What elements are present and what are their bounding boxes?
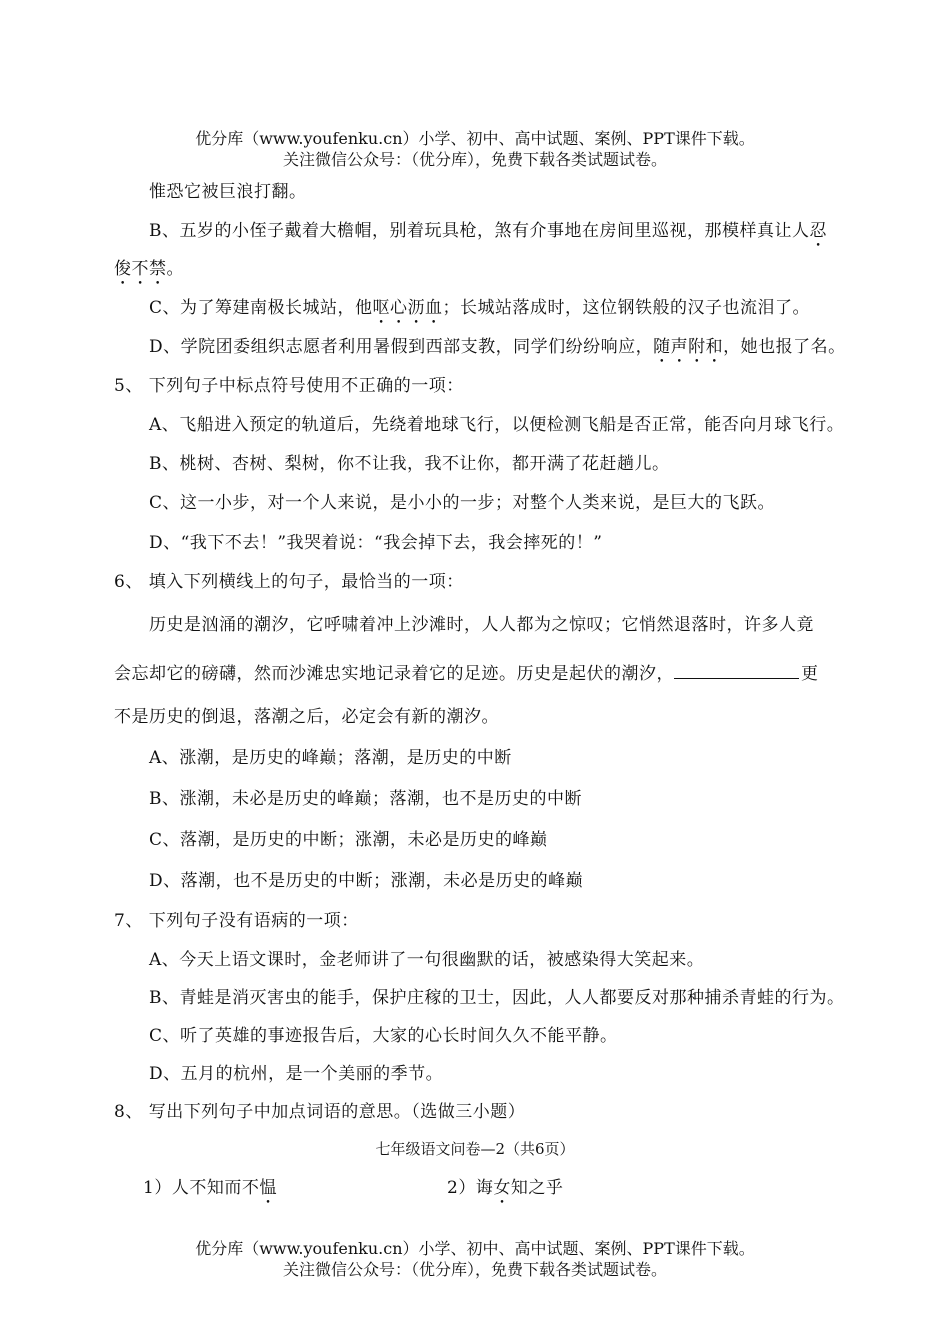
q6-para2-before: 会忘却它的磅礴，然而沙滩忠实地记录着它的足迹。历史是起伏的潮汐， — [114, 664, 674, 684]
q7-option-c: C、听了英雄的事迹报告后，大家的心长时间久久不能平静。 — [149, 1026, 618, 1046]
q4-b-end: 。 — [166, 259, 184, 279]
q4-option-d — [149, 336, 846, 367]
q8-item2-suffix: 知之乎 — [510, 1178, 564, 1198]
header-line-2: 关注微信公众号：（优分库），免费下载各类试题试卷。 — [282, 150, 667, 169]
q4-b-dotted-word: 忍 — [809, 221, 827, 241]
q6-option-d: D、落潮，也不是历史的中断；涨潮，未必是历史的峰巅 — [149, 871, 584, 891]
q5-option-d: D、“我下不去！”我哭着说：“我会掉下去，我会摔死的！” — [149, 533, 603, 553]
q8-item1-dotted-word: 愠 — [259, 1178, 277, 1198]
q6-paragraph-line3: 不是历史的倒退，落潮之后，必定会有新的潮汐。 — [114, 707, 499, 727]
q8-item-2 — [447, 1177, 563, 1208]
q5-stem: 5、 下列句子中标点符号使用不正确的一项： — [114, 376, 464, 396]
q4-d-dotted-word: 随声附和 — [653, 337, 724, 357]
q4-b-dotted-word-cont: 俊不禁 — [114, 259, 167, 279]
q4-c-prefix: C、为了筹建南极长城站，他 — [149, 298, 373, 318]
bottom-header-line-1: 优分库（www.youfenku.cn）小学、初中、高中试题、案例、PPT课件下载。 — [195, 1239, 755, 1258]
q6-option-b: B、涨潮，未必是历史的峰巅；落潮，也不是历史的中断 — [149, 789, 582, 809]
q4-option-b-line2 — [114, 258, 184, 289]
q8-item2-dotted-word: 女 — [493, 1178, 511, 1198]
q6-option-c: C、落潮，是历史的中断；涨潮，未必是历史的峰巅 — [149, 830, 548, 850]
q6-option-a: A、涨潮，是历史的峰巅；落潮，是历史的中断 — [149, 748, 512, 768]
q4-c-suffix: ；长城站落成时，这位钢铁般的汉子也流泪了。 — [442, 298, 811, 318]
q8-item2-prefix: 2）诲 — [447, 1178, 494, 1198]
q6-stem: 6、 填入下列横线上的句子，最恰当的一项： — [114, 572, 464, 592]
q6-para2-after: 更 — [801, 664, 819, 684]
q7-option-b: B、青蛙是消灭害虫的能手，保护庄稼的卫士，因此，人人都要反对那种捕杀青蛙的行为。 — [149, 988, 845, 1008]
bottom-header-line-2: 关注微信公众号：（优分库），免费下载各类试题试卷。 — [282, 1260, 667, 1279]
q6-paragraph-line2 — [114, 660, 819, 685]
q8-stem: 8、 写出下列句子中加点词语的意思。（选做三小题） — [114, 1102, 526, 1122]
q7-option-a: A、今天上语文课时，金老师讲了一句很幽默的话，被感染得大笑起来。 — [149, 950, 705, 970]
q8-item1-prefix: 1）人不知而不 — [143, 1178, 260, 1198]
q5-option-b: B、桃树、杏树、梨树，你不让我，我不让你，都开满了花赶趟儿。 — [149, 454, 670, 474]
q4-option-c — [149, 297, 810, 328]
q5-option-c: C、这一小步，对一个人来说，是小小的一步；对整个人类来说，是巨大的飞跃。 — [149, 493, 776, 513]
q8-item-1 — [143, 1177, 277, 1208]
q5-option-a: A、飞船进入预定的轨道后，先绕着地球飞行，以便检测飞船是否正常，能否向月球飞行。 — [149, 415, 845, 435]
q4-b-text: B、五岁的小侄子戴着大檐帽，别着玩具枪，煞有介事地在房间里巡视，那模样真让人 — [149, 221, 810, 241]
q4-d-suffix: ，她也报了名。 — [723, 337, 846, 357]
q7-option-d: D、五月的杭州，是一个美丽的季节。 — [149, 1064, 444, 1084]
q6-answer-blank[interactable] — [674, 660, 799, 679]
q6-paragraph-line1: 历史是汹涌的潮汐，它呼啸着冲上沙滩时，人人都为之惊叹；它悄然退落时，许多人竟 — [149, 615, 814, 635]
q4-c-dotted-word: 呕心沥血 — [372, 298, 443, 318]
q4-option-b — [149, 220, 827, 251]
page-footer-number: 七年级语文问卷—2（共6页） — [375, 1140, 575, 1158]
q4-d-prefix: D、学院团委组织志愿者利用暑假到西部支教，同学们纷纷响应， — [149, 337, 654, 357]
q4-prev-line: 惟恐它被巨浪打翻。 — [149, 182, 307, 202]
header-line-1: 优分库（www.youfenku.cn）小学、初中、高中试题、案例、PPT课件下载。 — [195, 129, 755, 148]
q7-stem: 7、 下列句子没有语病的一项： — [114, 911, 359, 931]
